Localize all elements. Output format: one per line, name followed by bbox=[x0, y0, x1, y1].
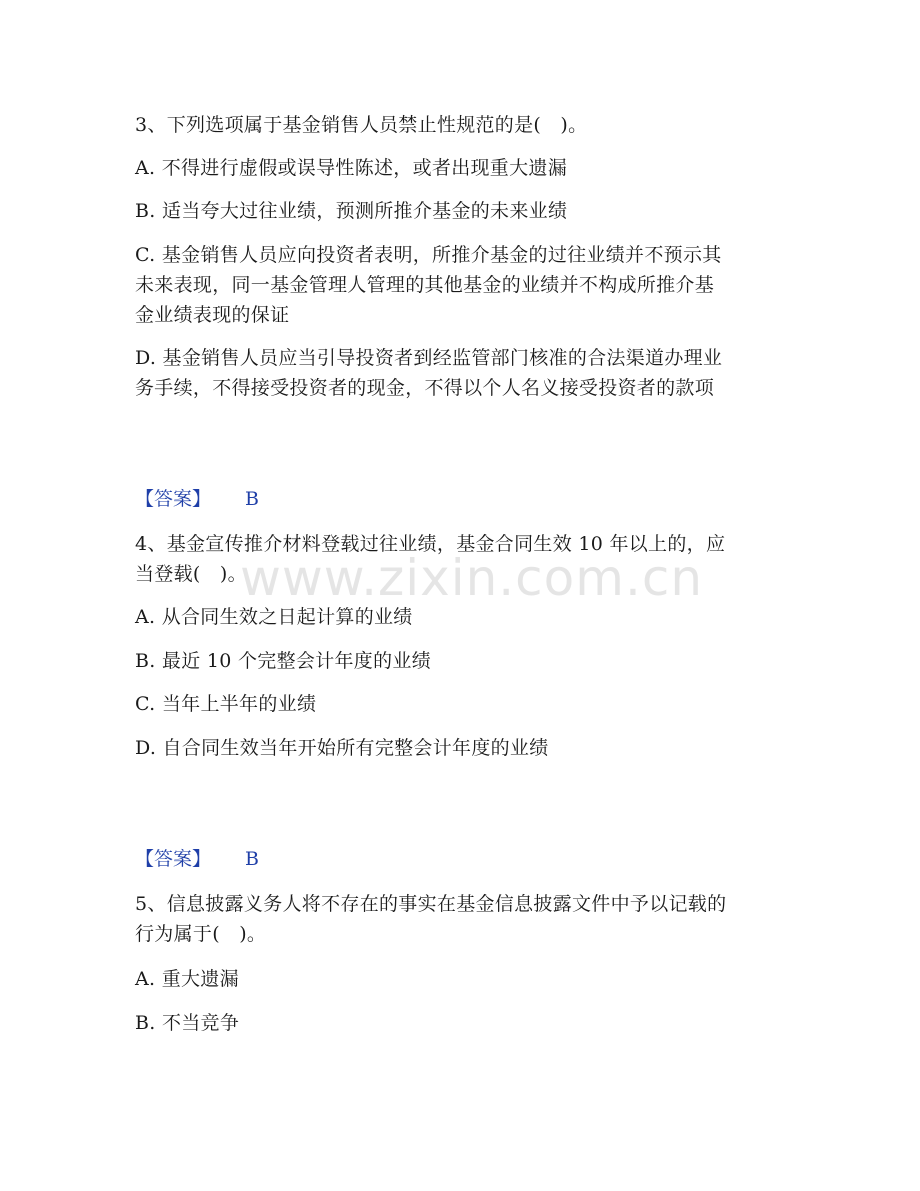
question-5-stem-line-1: 5、信息披露义务人将不存在的事实在基金信息披露文件中予以记载的 bbox=[135, 893, 727, 915]
question-3-option-c-line-2: 未来表现，同一基金管理人管理的其他基金的业绩并不构成所推介基 bbox=[135, 274, 715, 296]
question-4-option-a: A. 从合同生效之日起计算的业绩 bbox=[135, 606, 413, 628]
question-5-option-a: A. 重大遗漏 bbox=[135, 968, 239, 990]
question-3-option-c-line-1: C. 基金销售人员应向投资者表明，所推介基金的过往业绩并不预示其 bbox=[135, 244, 722, 266]
question-4-stem-line-1: 4、基金宣传推介材料登载过往业绩，基金合同生效 10 年以上的，应 bbox=[135, 533, 726, 555]
question-4-option-c: C. 当年上半年的业绩 bbox=[135, 693, 317, 715]
question-5-stem-line-2: 行为属于( )。 bbox=[135, 923, 267, 945]
question-3-option-a: A. 不得进行虚假或误导性陈述，或者出现重大遗漏 bbox=[135, 157, 568, 179]
answer-label: 【答案】 bbox=[135, 848, 212, 870]
watermark: www.zixin.com.cn bbox=[240, 549, 704, 607]
question-4-option-b: B. 最近 10 个完整会计年度的业绩 bbox=[135, 650, 431, 672]
answer-value: B bbox=[245, 488, 259, 510]
question-3-answer bbox=[135, 487, 259, 511]
question-4-answer bbox=[135, 847, 259, 871]
question-3-option-d-line-2: 务手续，不得接受投资者的现金，不得以个人名义接受投资者的款项 bbox=[135, 377, 715, 399]
question-3-option-b: B. 适当夸大过往业绩，预测所推介基金的未来业绩 bbox=[135, 200, 568, 222]
question-3-option-d-line-1: D. 基金销售人员应当引导投资者到经监管部门核准的合法渠道办理业 bbox=[135, 347, 723, 369]
answer-value: B bbox=[245, 848, 259, 870]
question-4-stem-line-2: 当登载( )。 bbox=[135, 563, 247, 585]
question-3-stem: 3、下列选项属于基金销售人员禁止性规范的是( )。 bbox=[135, 114, 588, 136]
question-5-option-b: B. 不当竞争 bbox=[135, 1012, 240, 1034]
answer-label: 【答案】 bbox=[135, 488, 212, 510]
question-3-option-c-line-3: 金业绩表现的保证 bbox=[135, 304, 290, 326]
question-4-option-d: D. 自合同生效当年开始所有完整会计年度的业绩 bbox=[135, 737, 549, 759]
